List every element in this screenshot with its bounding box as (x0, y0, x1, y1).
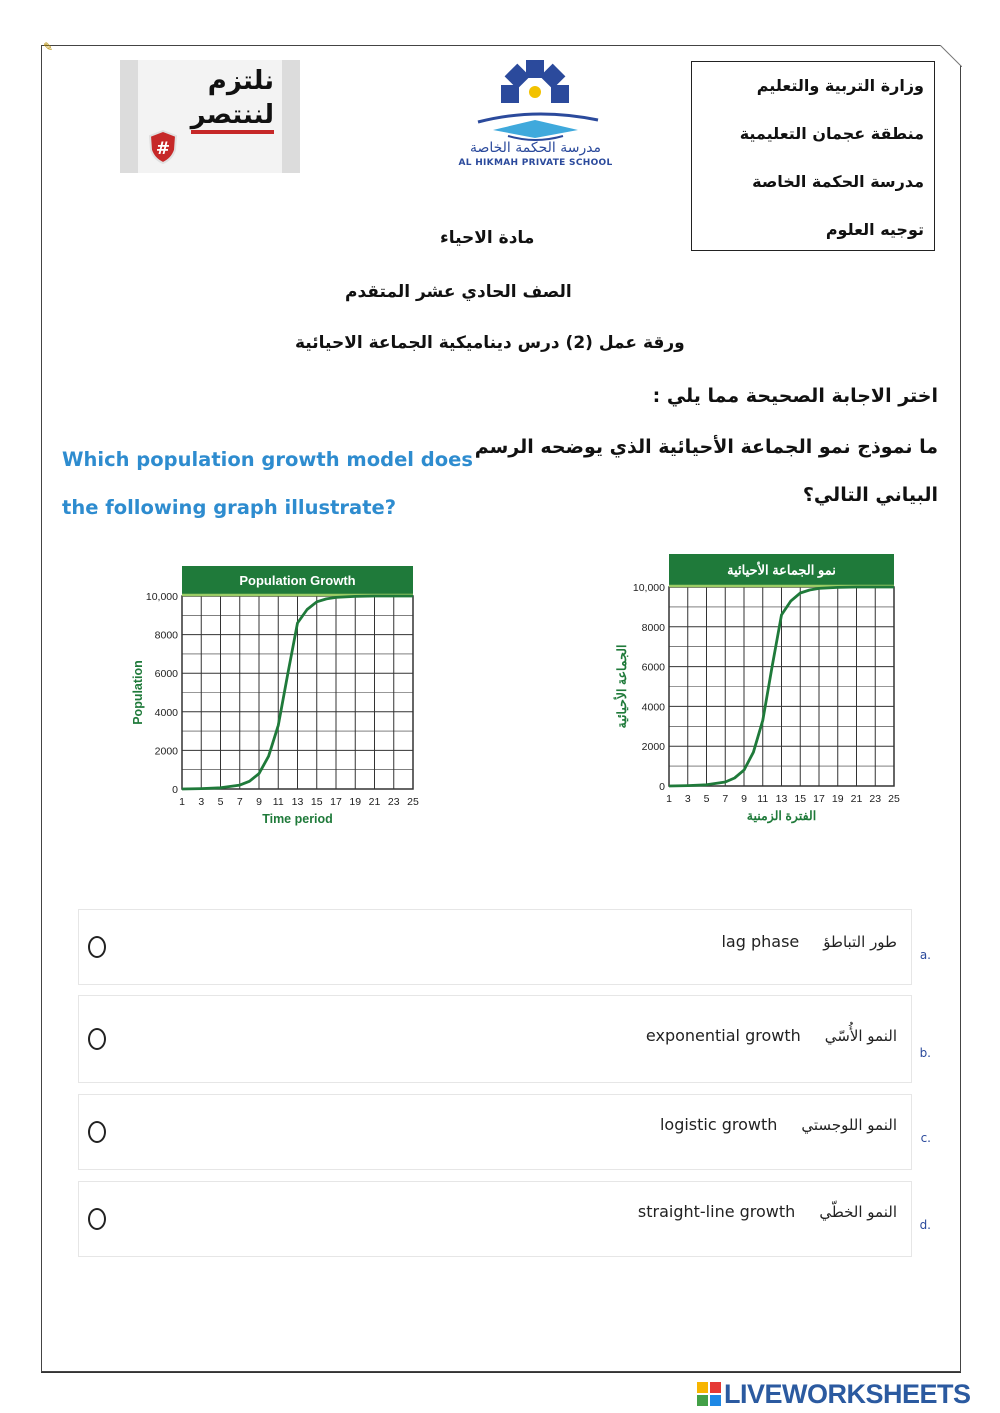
chart-x-tick-label: 1 (666, 793, 672, 805)
answer-option-d[interactable] (78, 1181, 931, 1257)
chart-y-axis-label: Population (131, 660, 145, 725)
option-c-arabic: النمو اللوجستي (801, 1116, 897, 1134)
option-a-arabic: طور التباطؤ (823, 933, 897, 951)
chart-x-tick-label: 21 (368, 796, 381, 808)
chart-y-axis-label: الجماعة الأحيائية (615, 644, 629, 729)
info-ministry: وزارة التربية والتعليم (756, 76, 924, 95)
chart-x-tick-label: 23 (869, 793, 882, 805)
chart-x-tick-label: 25 (407, 796, 419, 808)
question-english-line-2: the following graph illustrate? (62, 496, 397, 519)
chart-y-tick-label: 8000 (641, 621, 665, 634)
chart-x-tick-label: 19 (349, 796, 362, 808)
chart-x-tick-label: 9 (256, 796, 262, 808)
option-c-letter: c. (920, 1131, 931, 1145)
chart-y-tick-label: 8000 (154, 629, 178, 642)
option-d-english: straight-line growth (637, 1202, 796, 1221)
chart-y-tick-label: 10,000 (632, 582, 665, 594)
badge-symbol: # (155, 139, 171, 159)
info-region: منطقة عجمان التعليمية (739, 124, 924, 143)
chart-x-tick-label: 15 (794, 793, 807, 805)
chart-x-tick-label: 25 (888, 793, 900, 805)
chart-x-tick-label: 13 (775, 793, 788, 805)
liveworksheets-grid-icon (697, 1382, 721, 1406)
chart-x-tick-label: 9 (741, 793, 747, 805)
footer-rule (41, 1372, 961, 1373)
info-school: مدرسة الحكمة الخاصة (752, 172, 924, 191)
radio-circle-icon[interactable] (88, 1121, 106, 1143)
chart-y-tick-label: 6000 (641, 661, 665, 674)
chart-x-tick-label: 19 (831, 793, 844, 805)
chart-x-tick-label: 3 (684, 793, 691, 805)
option-d-arabic: النمو الخطّي (819, 1203, 897, 1221)
instruction-text: اختر الاجابة الصحيحة مما يلي : (652, 385, 938, 407)
pin-icon: ✎ (43, 40, 54, 54)
question-english-line-1: Which population growth model does (62, 448, 473, 471)
option-b-arabic: النمو الأُسّي (824, 1027, 897, 1045)
chart-x-tick-label: 11 (272, 796, 284, 808)
badge-line-2: لننتصر (191, 100, 274, 134)
question-arabic-line-1: ما نموذج نمو الجماعة الأحيائية الذي يوضحه الرسم (474, 436, 938, 458)
option-c-english: logistic growth (659, 1115, 778, 1134)
chart-y-tick-label: 6000 (154, 668, 178, 681)
chart-x-tick-label: 7 (236, 796, 243, 808)
info-department: توجيه العلوم (825, 220, 924, 239)
option-a-english: lag phase (721, 932, 800, 951)
chart-x-tick-label: 23 (387, 796, 400, 808)
chart-x-tick-label: 7 (722, 793, 729, 805)
chart-y-tick-label: 4000 (154, 706, 178, 719)
liveworksheets-brand: LIVEWORKSHEETS (724, 1378, 971, 1409)
option-b-letter: b. (919, 1046, 931, 1060)
badge-line-1: نلتزم (207, 66, 274, 96)
subject-title: مادة الاحياء (440, 228, 535, 248)
ministry-info-box (691, 61, 935, 251)
radio-circle-icon[interactable] (88, 936, 106, 958)
chart-x-tick-label: 21 (850, 793, 863, 805)
school-logo-arabic: مدرسة الحكمة الخاصة (469, 140, 602, 156)
grade-title: الصف الحادي عشر المتقدم (345, 282, 572, 302)
population-growth-chart-english (120, 560, 430, 840)
chart-y-tick-label: 4000 (641, 701, 665, 714)
answer-option-a[interactable] (78, 909, 931, 985)
chart-y-tick-label: 2000 (154, 745, 178, 758)
radio-circle-icon[interactable] (88, 1028, 106, 1050)
chart-title: نمو الجماعة الأحيائية (727, 562, 836, 578)
chart-x-axis-label: الفترة الزمنية (746, 809, 817, 823)
chart-x-tick-label: 15 (310, 796, 323, 808)
school-logo-english: AL HIKMAH PRIVATE SCHOOL (458, 158, 613, 168)
chart-y-tick-label: 0 (659, 781, 665, 793)
radio-circle-icon[interactable] (88, 1208, 106, 1230)
population-growth-chart-arabic (610, 548, 910, 838)
answer-option-c[interactable] (78, 1094, 931, 1170)
chart-x-tick-label: 13 (291, 796, 304, 808)
chart-x-tick-label: 11 (757, 793, 769, 805)
option-b-english: exponential growth (645, 1026, 801, 1045)
chart-x-tick-label: 17 (330, 796, 342, 808)
liveworksheets-logo[interactable] (697, 1377, 971, 1411)
option-a-letter: a. (919, 948, 931, 962)
chart-x-tick-label: 3 (198, 796, 205, 808)
option-d-letter: d. (919, 1218, 931, 1232)
answer-option-b[interactable] (78, 995, 931, 1083)
chart-y-tick-label: 0 (172, 784, 178, 796)
chart-x-tick-label: 17 (813, 793, 825, 805)
chart-x-axis-label: Time period (262, 812, 333, 826)
worksheet-title: ورقة عمل (2) درس ديناميكية الجماعة الاحيائية (295, 333, 685, 353)
chart-y-tick-label: 2000 (641, 741, 665, 754)
page-corner-fold-icon (940, 45, 962, 67)
question-arabic-line-2: البياني التالي؟ (802, 484, 938, 506)
chart-x-tick-label: 1 (179, 796, 185, 808)
chart-x-tick-label: 5 (217, 796, 224, 808)
chart-y-tick-label: 10,000 (145, 591, 178, 603)
shield-hash-icon (148, 130, 178, 164)
chart-title: Population Growth (239, 573, 356, 588)
slogan-badge (120, 60, 300, 173)
chart-x-tick-label: 5 (703, 793, 710, 805)
